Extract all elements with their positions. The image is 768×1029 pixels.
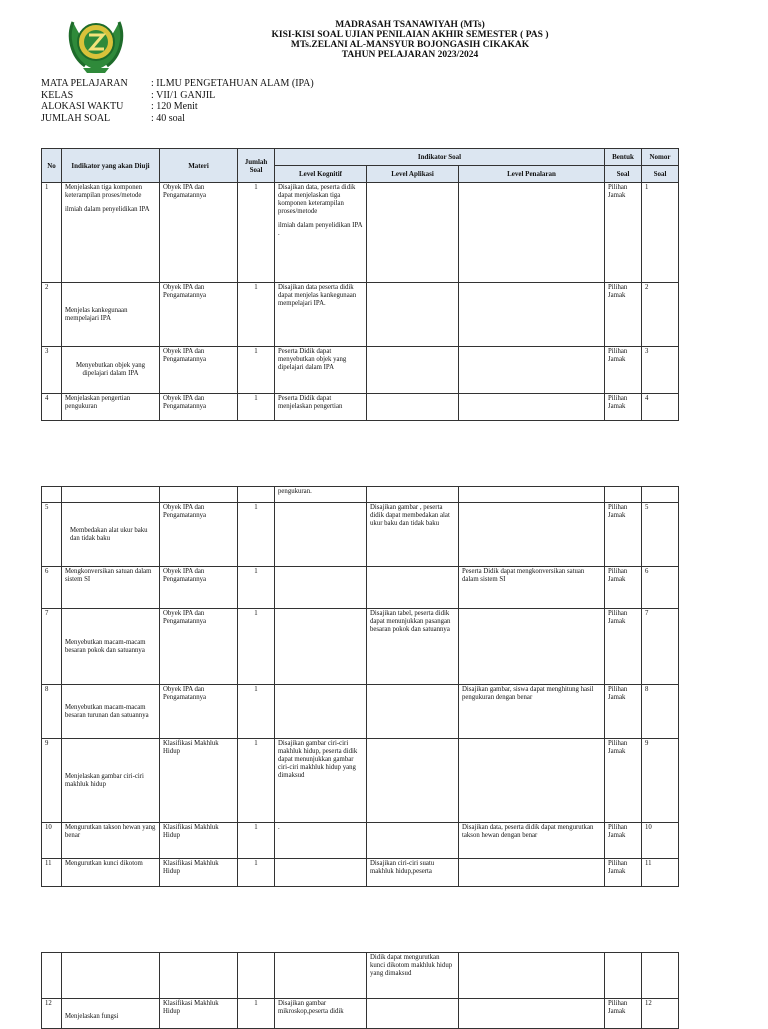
cell-jumlah: 1 (238, 739, 275, 823)
cell-aplikasi (367, 739, 459, 823)
col-header-bentuk-soal: Soal (605, 166, 642, 183)
cell-nomor: 6 (642, 567, 679, 609)
cell-penalaran (459, 739, 605, 823)
header-line-4: TAHUN PELAJARAN 2023/2024 (341, 50, 479, 60)
cell-indikator (62, 183, 160, 283)
cell-no: 5 (42, 503, 62, 567)
cell-jumlah (238, 487, 275, 503)
cell-kognitif (275, 953, 367, 999)
meta-key: MATA PELAJARAN (41, 78, 128, 89)
cell-aplikasi: Disajikan tabel, peserta didik dapat menunjukkan pasangan besaran pokok dan satuannya (367, 609, 459, 685)
cell-aplikasi (367, 685, 459, 739)
cell-jumlah: 1 (238, 183, 275, 283)
cell-no: 6 (42, 567, 62, 609)
cell-indikator (62, 487, 160, 503)
cell-penalaran (459, 609, 605, 685)
cell-indikator: Menjelas kankegunaan mempelajari IPA (62, 283, 160, 347)
cell-nomor: 7 (642, 609, 679, 685)
cell-indikator: Mengurutkan kunci dikotom (62, 859, 160, 887)
meta-key: KELAS (41, 89, 74, 101)
cell-indikator-text: Menjelaskan tiga komponen keterampilan proses/metode (65, 184, 143, 199)
cell-nomor: 4 (642, 394, 679, 421)
cell-aplikasi (367, 999, 459, 1029)
cell-aplikasi (367, 283, 459, 347)
cell-bentuk: Pilihan Jamak (605, 283, 642, 347)
meta-value: : 40 soal (151, 112, 185, 124)
cell-penalaran (459, 347, 605, 394)
cell-no: 1 (42, 183, 62, 283)
cell-aplikasi (367, 183, 459, 283)
cell-aplikasi (367, 567, 459, 609)
cell-indikator: Mengurutkan takson hewan yang benar (62, 823, 160, 859)
cell-jumlah: 1 (238, 567, 275, 609)
cell-jumlah: 1 (238, 503, 275, 567)
meta-row (41, 113, 314, 125)
cell-penalaran (459, 999, 605, 1029)
cell-materi: Klasifikasi Makhluk Hidup (160, 859, 238, 887)
cell-penalaran: Peserta Didik dapat mengkonversikan satuan dalam sistem SI (459, 567, 605, 609)
cell-kognitif-text: Disajikan data, peserta didik dapat menjelaskan tiga komponen keterampilan proses/metode (278, 184, 356, 215)
cell-aplikasi: Disajikan ciri-ciri suatu makhluk hidup,peserta (367, 859, 459, 887)
cell-penalaran (459, 183, 605, 283)
meta-row (41, 101, 314, 113)
meta-value: : 120 Menit (151, 101, 198, 112)
document-meta (41, 78, 314, 124)
cell-materi: Obyek IPA dan Pengamatannya (160, 283, 238, 347)
cell-penalaran (459, 503, 605, 567)
table-row (42, 503, 679, 567)
header-line-1: MADRASAH TSANAWIYAH (MTs) (335, 20, 485, 30)
cell-no (42, 953, 62, 999)
table-row (42, 283, 679, 347)
cell-bentuk: Pilihan Jamak (605, 394, 642, 421)
cell-kognitif: Disajikan gambar ciri-ciri makhluk hidup, peserta didik dapat menunjukkan gambar ciri-ciri makhluk hidup yang dimaksud (275, 739, 367, 823)
cell-no: 8 (42, 685, 62, 739)
cell-kognitif (275, 567, 367, 609)
col-header-materi: Materi (160, 149, 238, 183)
cell-no (42, 487, 62, 503)
cell-indikator: Menyebutkan macam-macam besaran pokok dan satuannya (62, 609, 160, 685)
cell-materi (160, 487, 238, 503)
cell-kognitif: Peserta Didik dapat menyebutkan objek yang dipelajari dalam IPA (275, 347, 367, 394)
table-row (42, 487, 679, 503)
cell-bentuk: Pilihan Jamak (605, 347, 642, 394)
meta-row (41, 78, 314, 90)
cell-jumlah: 1 (238, 283, 275, 347)
cell-jumlah: 1 (238, 347, 275, 394)
cell-jumlah: 1 (238, 685, 275, 739)
cell-indikator: Membedakan alat ukur baku dan tidak baku (62, 503, 160, 567)
cell-no: 12 (42, 999, 62, 1029)
table-row (42, 953, 679, 999)
table-row (42, 999, 679, 1029)
cell-bentuk: Pilihan Jamak (605, 999, 642, 1029)
cell-bentuk (605, 487, 642, 503)
cell-aplikasi (367, 487, 459, 503)
cell-nomor: 8 (642, 685, 679, 739)
cell-aplikasi (367, 823, 459, 859)
table-row (42, 609, 679, 685)
col-header-jumlah: Jumlah Soal (238, 149, 275, 183)
table-row (42, 685, 679, 739)
cell-kognitif: Peserta Didik dapat menjelaskan pengertian (275, 394, 367, 421)
col-header-indikator-soal: Indikator Soal (275, 149, 605, 166)
meta-key: JUMLAH SOAL (41, 112, 111, 124)
cell-jumlah: 1 (238, 609, 275, 685)
cell-penalaran (459, 859, 605, 887)
cell-jumlah: 1 (238, 859, 275, 887)
cell-jumlah: 1 (238, 394, 275, 421)
cell-no: 11 (42, 859, 62, 887)
table-row (42, 394, 679, 421)
meta-value: : ILMU PENGETAHUAN ALAM (IPA) (151, 78, 314, 89)
col-header-bentuk: Bentuk (605, 149, 642, 166)
table-row (42, 567, 679, 609)
cell-aplikasi (367, 347, 459, 394)
cell-bentuk: Pilihan Jamak (605, 183, 642, 283)
cell-kognitif (275, 183, 367, 283)
cell-indikator: Menyebutkan macam-macam besaran turunan dan satuannya (62, 685, 160, 739)
cell-kognitif: pengukuran. (275, 487, 367, 503)
header-line-3: MTs.ZELANI AL-MANSYUR BOJONGASIH CIKAKAK (290, 40, 530, 50)
cell-materi: Klasifikasi Makhluk Hidup (160, 823, 238, 859)
cell-nomor: 9 (642, 739, 679, 823)
table-row (42, 183, 679, 283)
meta-row (41, 90, 314, 102)
cell-materi (160, 953, 238, 999)
kisi-kisi-table-1 (41, 148, 679, 421)
cell-bentuk: Pilihan Jamak (605, 503, 642, 567)
cell-no: 2 (42, 283, 62, 347)
cell-aplikasi: Disajikan gambar , peserta didik dapat membedakan alat ukur baku dan tidak baku (367, 503, 459, 567)
cell-aplikasi (367, 394, 459, 421)
cell-kognitif (275, 859, 367, 887)
cell-materi: Obyek IPA dan Pengamatannya (160, 394, 238, 421)
cell-kognitif (275, 503, 367, 567)
cell-nomor: 12 (642, 999, 679, 1029)
header-line-2: KISI-KISI SOAL UJIAN PENILAIAN AKHIR SEMESTER ( PAS ) (271, 30, 549, 40)
table-row (42, 347, 679, 394)
cell-no: 9 (42, 739, 62, 823)
cell-penalaran (459, 283, 605, 347)
cell-nomor: 5 (642, 503, 679, 567)
cell-bentuk: Pilihan Jamak (605, 739, 642, 823)
cell-materi: Obyek IPA dan Pengamatannya (160, 183, 238, 283)
cell-nomor (642, 953, 679, 999)
col-header-aplikasi: Level Aplikasi (367, 166, 459, 183)
cell-materi: Obyek IPA dan Pengamatannya (160, 685, 238, 739)
cell-kognitif (275, 685, 367, 739)
cell-bentuk: Pilihan Jamak (605, 567, 642, 609)
cell-nomor (642, 487, 679, 503)
cell-materi: Klasifikasi Makhluk Hidup (160, 999, 238, 1029)
cell-penalaran: Disajikan gambar, siswa dapat menghitung hasil pengukuran dengan benar (459, 685, 605, 739)
cell-penalaran: Disajikan data, peserta didik dapat mengurutkan takson hewan dengan benar (459, 823, 605, 859)
cell-nomor: 2 (642, 283, 679, 347)
cell-nomor: 1 (642, 183, 679, 283)
cell-nomor: 3 (642, 347, 679, 394)
cell-bentuk: Pilihan Jamak (605, 685, 642, 739)
cell-no: 7 (42, 609, 62, 685)
cell-no: 3 (42, 347, 62, 394)
cell-indikator (62, 953, 160, 999)
cell-indikator: Menyebutkan objek yang dipelajari dalam IPA (62, 347, 160, 394)
cell-no: 4 (42, 394, 62, 421)
cell-indikator: Mengkonversikan satuan dalam sistem SI (62, 567, 160, 609)
cell-kognitif: Disajikan gambar mikroskop,peserta didik (275, 999, 367, 1029)
cell-indikator: Menjelaskan fungsi (62, 999, 160, 1029)
cell-indikator: Menjelaskan pengertian pengukuran (62, 394, 160, 421)
cell-indikator: Menjelaskan gambar ciri-ciri makhluk hidup (62, 739, 160, 823)
cell-nomor: 10 (642, 823, 679, 859)
school-logo-icon (63, 12, 129, 74)
col-header-kognitif: Level Kognitif (275, 166, 367, 183)
cell-jumlah: 1 (238, 823, 275, 859)
cell-indikator-text-2: ilmiah dalam penyelidikan IPA (65, 206, 150, 213)
col-header-indikator: Indikator yang akan Diuji (62, 149, 160, 183)
meta-key: ALOKASI WAKTU (41, 101, 124, 112)
kisi-kisi-table-3 (41, 952, 679, 1029)
col-header-nomor-soal: Soal (642, 166, 679, 183)
table-row (42, 859, 679, 887)
cell-materi: Obyek IPA dan Pengamatannya (160, 609, 238, 685)
cell-kognitif: . (275, 823, 367, 859)
col-header-penalaran: Level Penalaran (459, 166, 605, 183)
cell-kognitif-text-2: ilmiah dalam penyelidikan IPA . (278, 222, 363, 237)
cell-bentuk (605, 953, 642, 999)
cell-materi: Obyek IPA dan Pengamatannya (160, 567, 238, 609)
cell-penalaran (459, 487, 605, 503)
cell-nomor: 11 (642, 859, 679, 887)
table-row (42, 739, 679, 823)
col-header-no: No (42, 149, 62, 183)
cell-no: 10 (42, 823, 62, 859)
kisi-kisi-table-2 (41, 486, 679, 887)
cell-jumlah (238, 953, 275, 999)
cell-jumlah: 1 (238, 999, 275, 1029)
meta-value: : VII/1 GANJIL (151, 89, 216, 101)
cell-bentuk: Pilihan Jamak (605, 859, 642, 887)
cell-kognitif (275, 609, 367, 685)
cell-bentuk: Pilihan Jamak (605, 609, 642, 685)
col-header-nomor: Nomor (642, 149, 679, 166)
table-row (42, 823, 679, 859)
cell-penalaran (459, 394, 605, 421)
cell-materi: Klasifikasi Makhluk Hidup (160, 739, 238, 823)
cell-materi: Obyek IPA dan Pengamatannya (160, 347, 238, 394)
cell-kognitif: Disajikan data peserta didik dapat menjelas kankegunaan mempelajari IPA. (275, 283, 367, 347)
cell-bentuk: Pilihan Jamak (605, 823, 642, 859)
cell-aplikasi: Didik dapat mengurutkan kunci dikotom makhluk hidup yang dimaksud (367, 953, 459, 999)
cell-materi: Obyek IPA dan Pengamatannya (160, 503, 238, 567)
cell-penalaran (459, 953, 605, 999)
